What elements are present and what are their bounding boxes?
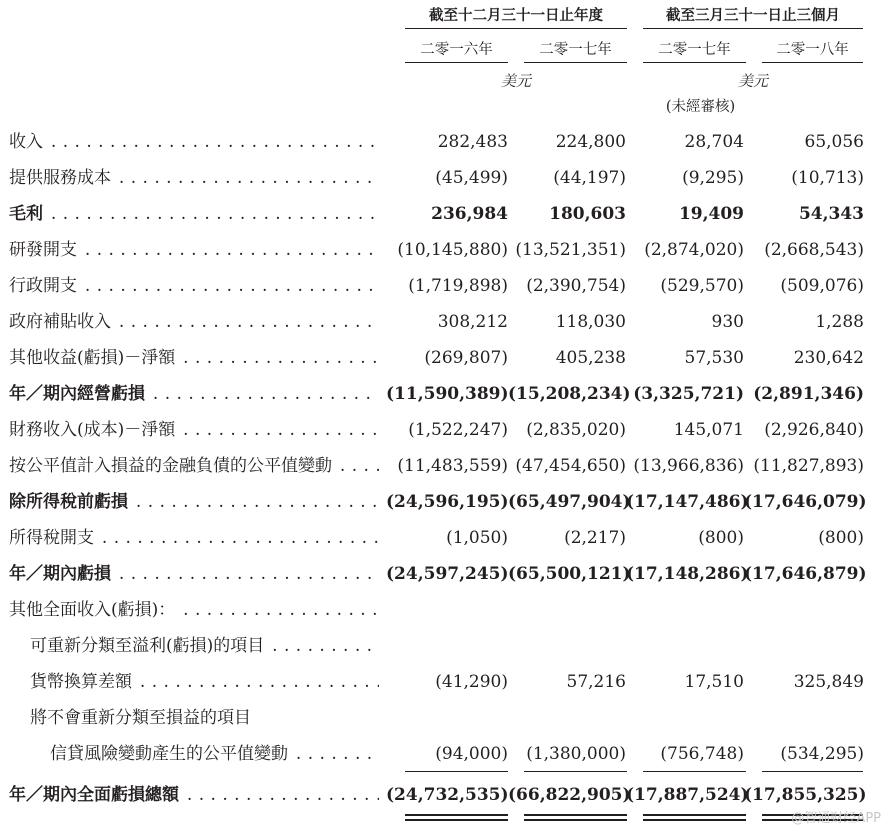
value-2016: (1,522,247) <box>408 420 508 440</box>
row-label: 信貸風險變動產生的公平值變動 . . . <box>50 739 379 769</box>
value-2016: (1,719,898) <box>408 276 508 296</box>
unit-label-quarter: 美元 <box>737 72 768 90</box>
value-2017: (2,390,754) <box>526 276 626 296</box>
value-q1-2017: (2,874,020) <box>644 240 744 260</box>
row-label: 年／期內全面虧損總額 . . . <box>9 780 379 810</box>
value-2017: 118,030 <box>555 312 626 332</box>
value-2017: (15,208,234) <box>508 384 631 404</box>
header-group-year: 截至十二月三十一日止年度 <box>429 7 603 24</box>
total-double-rule-2016-a <box>405 814 508 816</box>
row-label: 除所得稅前虧損 . . . <box>9 487 379 517</box>
header-group-year-rule <box>405 28 627 29</box>
row-government-subsidy <box>0 307 885 337</box>
value-2017: (47,454,650) <box>515 456 626 476</box>
value-2016: (24,597,245) <box>386 564 509 584</box>
header-quarter-2017-rule <box>643 62 746 63</box>
header-year-2016: 二零一六年 <box>420 42 493 58</box>
value-2016: (94,000) <box>435 744 508 764</box>
value-q1-2017: 17,510 <box>684 672 744 692</box>
value-2017: 224,800 <box>555 132 626 152</box>
row-label: 貨幣換算差額 . . . <box>30 667 379 697</box>
value-2017: (1,380,000) <box>526 744 626 764</box>
row-label: 所得稅開支 . . . <box>9 523 379 553</box>
value-q1-2017: 930 <box>711 312 744 332</box>
value-2016: (269,807) <box>424 348 508 368</box>
row-currency-translation <box>0 667 885 697</box>
value-q1-2017: 28,704 <box>684 132 744 152</box>
header-quarter-2017: 二零一七年 <box>658 42 731 58</box>
row-label: 其他收益(虧損)－淨額 . . . <box>9 343 379 373</box>
header-group-quarter-rule <box>643 28 863 29</box>
row-label: 可重新分類至溢利(虧損)的項目 . . . <box>30 631 379 661</box>
value-q1-2018: (17,855,325) <box>744 785 867 805</box>
value-q1-2018: (2,891,346) <box>753 384 864 404</box>
value-2016: (11,483,559) <box>397 456 508 476</box>
row-label: 按公平值計入損益的金融負債的公平值變動 . . . <box>9 451 379 481</box>
value-q1-2017: (756,748) <box>660 744 744 764</box>
value-2017: (2,217) <box>564 528 626 548</box>
value-2016: (45,499) <box>435 168 508 188</box>
row-other-gains-losses <box>0 343 885 373</box>
row-label: 收入 . . . <box>9 127 379 157</box>
value-q1-2018: (2,926,840) <box>764 420 864 440</box>
value-2017: (44,197) <box>553 168 626 188</box>
value-2016: (41,290) <box>435 672 508 692</box>
row-rd-expenses <box>0 235 885 265</box>
value-q1-2017: (800) <box>698 528 744 548</box>
row-non-reclassifiable-items <box>0 703 885 733</box>
value-q1-2018: (2,668,543) <box>764 240 864 260</box>
value-q1-2017: (17,148,286) <box>626 564 749 584</box>
value-q1-2018: (17,646,079) <box>744 492 867 512</box>
value-2017: (13,521,351) <box>515 240 626 260</box>
value-q1-2018: (509,076) <box>780 276 864 296</box>
value-q1-2018: (17,646,879) <box>744 564 867 584</box>
value-q1-2018: (800) <box>818 528 864 548</box>
row-fair-value-change-liabilities <box>0 451 885 481</box>
value-q1-2018: 1,288 <box>815 312 864 332</box>
row-operating-loss <box>0 379 885 409</box>
value-2017: (65,497,904) <box>508 492 631 512</box>
header-quarter-2018: 二零一八年 <box>776 42 849 58</box>
value-q1-2017: (529,570) <box>660 276 744 296</box>
row-cost-of-services <box>0 163 885 193</box>
subtotal-rule-2017 <box>524 771 627 772</box>
value-q1-2017: (17,887,524) <box>626 785 749 805</box>
value-q1-2018: (11,827,893) <box>753 456 864 476</box>
row-admin-expenses <box>0 271 885 301</box>
value-2017: 57,216 <box>566 672 626 692</box>
header-year-2017: 二零一七年 <box>539 42 612 58</box>
value-q1-2018: 65,056 <box>804 132 864 152</box>
value-q1-2018: (10,713) <box>791 168 864 188</box>
row-label: 提供服務成本 . . . <box>9 163 379 193</box>
value-2017: 405,238 <box>555 348 626 368</box>
value-q1-2017: (17,147,486) <box>626 492 749 512</box>
value-2016: (24,732,535) <box>386 785 509 805</box>
row-label: 財務收入(成本)－淨額 . . . <box>9 415 379 445</box>
value-2017: (65,500,121) <box>508 564 631 584</box>
value-2016: 236,984 <box>431 204 508 224</box>
header-group-quarter: 截至三月三十一日止三個月 <box>666 7 840 24</box>
value-q1-2017: 145,071 <box>673 420 744 440</box>
row-label: 年／期內經營虧損 . . . <box>9 379 379 409</box>
header-year-2016-rule <box>405 62 508 63</box>
row-label: 毛利 . . . <box>9 199 379 229</box>
value-q1-2017: (9,295) <box>682 168 744 188</box>
total-double-rule-q1-2017-b <box>643 819 746 821</box>
value-q1-2018: (534,295) <box>780 744 864 764</box>
unaudited-note: (未經審核) <box>665 99 736 115</box>
row-finance-income-cost <box>0 415 885 445</box>
value-q1-2017: 57,530 <box>684 348 744 368</box>
row-label: 年／期內虧損 . . . <box>9 559 379 589</box>
total-double-rule-2017-a <box>524 814 627 816</box>
subtotal-rule-2016 <box>405 771 508 772</box>
value-2016: (10,145,880) <box>397 240 508 260</box>
value-2016: 282,483 <box>437 132 508 152</box>
row-label: 將不會重新分類至損益的項目 <box>30 708 251 728</box>
row-reclassifiable-items <box>0 631 885 661</box>
value-q1-2017: (3,325,721) <box>633 384 744 404</box>
value-2016: (11,590,389) <box>386 384 509 404</box>
total-double-rule-q1-2017-a <box>643 814 746 816</box>
row-loss-for-period <box>0 559 885 589</box>
value-2016: 308,212 <box>437 312 508 332</box>
row-credit-risk-fair-value <box>0 739 885 769</box>
value-q1-2017: (13,966,836) <box>633 456 744 476</box>
value-2017: 180,603 <box>549 204 626 224</box>
row-other-comprehensive-income <box>0 595 885 625</box>
header-year-2017-rule <box>524 62 627 63</box>
row-total-comprehensive-loss <box>0 780 885 810</box>
watermark: @智通财经APP <box>791 811 881 826</box>
value-2016: (1,050) <box>446 528 508 548</box>
row-gross-profit <box>0 199 885 229</box>
row-label: 行政開支 . . . <box>9 271 379 301</box>
row-income-tax <box>0 523 885 553</box>
value-2016: (24,596,195) <box>386 492 509 512</box>
row-label: 政府補貼收入 . . . <box>9 307 379 337</box>
value-q1-2018: 325,849 <box>793 672 864 692</box>
subtotal-rule-q1-2018 <box>762 771 863 772</box>
row-label: 研發開支 . . . <box>9 235 379 265</box>
unit-label-year: 美元 <box>500 72 531 90</box>
row-revenue <box>0 127 885 157</box>
value-q1-2018: 54,343 <box>798 204 864 224</box>
value-q1-2018: 230,642 <box>793 348 864 368</box>
total-double-rule-2017-b <box>524 819 627 821</box>
total-double-rule-2016-b <box>405 819 508 821</box>
subtotal-rule-q1-2017 <box>643 771 746 772</box>
header-quarter-2018-rule <box>762 62 863 63</box>
value-2017: (66,822,905) <box>508 785 631 805</box>
value-2017: (2,835,020) <box>526 420 626 440</box>
row-label: 其他全面收入(虧損)： . . . <box>9 595 379 625</box>
value-q1-2017: 19,409 <box>678 204 744 224</box>
row-loss-before-tax <box>0 487 885 517</box>
